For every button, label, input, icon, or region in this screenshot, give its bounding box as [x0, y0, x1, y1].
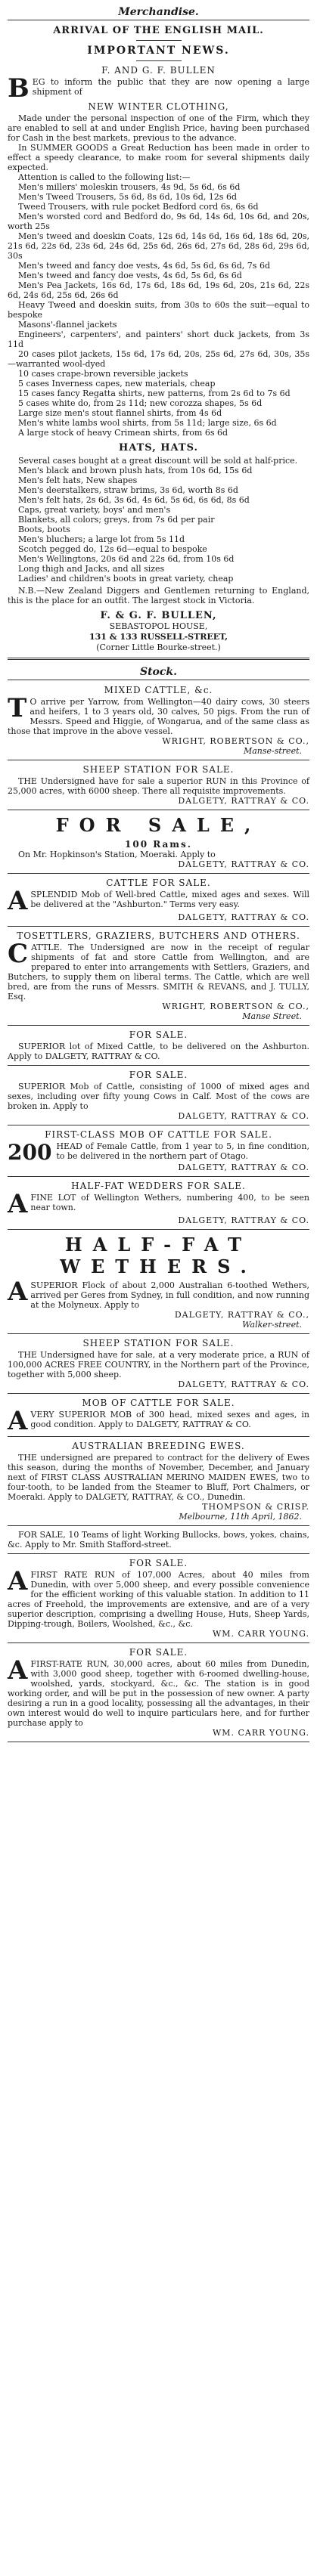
stock-ad: [8, 1029, 309, 1066]
ad-signature: DALGETY, RATTRAY & CO.: [178, 796, 309, 806]
ad-body: CATTLE. The Undersigned are now in the receipt of regular shipments of fat and store Cattle from Wellington, and are prepared to enter into arrangements with Settlers, Graziers, and Butchers, to supply them on liberal terms. The Cattle, which are well bred, are from the runs of Messrs. SMITH & REVANS, and J. TULLY, Esq.: [8, 939, 309, 1002]
ad-signature: DALGETY, RATTRAY & CO.,: [174, 1310, 309, 1320]
list-item: Men's millers' moleskin trousers, 4s 9d, 5s 6d, 6s 6d: [18, 182, 241, 192]
ad-signature: DALGETY, RATTRAY & CO.: [178, 1215, 309, 1225]
dropcap: A: [8, 1406, 28, 1436]
dropcap: C: [8, 939, 29, 969]
list-item: A large stock of heavy Crimean shirts, from 6s 6d: [18, 428, 228, 438]
divider: [8, 1525, 309, 1526]
hats-title: HATS, HATS.: [118, 442, 199, 454]
ad-body: SUPERIOR Mob of Cattle, consisting of 1000 of mixed ages and sexes, including over fifty young Cows in Calf. Most of the cows are broken in. Apply to: [8, 1082, 309, 1111]
paragraph: Attention is called to the following list:—: [18, 172, 191, 182]
mail-title: ARRIVAL OF THE ENGLISH MAIL.: [53, 25, 264, 36]
list-item: Tweed Trousers, with rule pocket Bedford cord 6s, 6s 6d: [18, 202, 259, 212]
news-title: IMPORTANT NEWS.: [87, 45, 230, 57]
ad-signature: DALGETY, RATTRAY & CO.: [178, 1111, 309, 1121]
ad-body: T O arrive per Yarrow, from Wellington—40 dairy cows, 30 steers and heifers, 1 to 3 years old, 30 calves, 50 pigs. From the run of Messrs. Speed and Higgie, of Wongarua, and of the same class as those that improve in the above vessel.: [8, 693, 309, 736]
stock-ad: [8, 1441, 309, 1526]
ad-title: FOR SALE.: [129, 1070, 188, 1080]
paragraph: In SUMMER GOODS a Great Reduction has been made in order to effect a speedy clearance, to make room for several shipments daily expected.: [8, 143, 309, 172]
list-item: Boots, boots: [18, 525, 70, 534]
ad-body: THE Undersigned have for sale, at a very moderate price, a RUN of 100,000 ACRES FREE COUNTRY, in the Northern part of the Province, together with 5,000 sheep.: [8, 1350, 309, 1379]
stock-ad: [8, 1129, 309, 1177]
list-item: 20 cases pilot jackets, 15s 6d, 17s 6d, 20s, 25s 6d, 27s 6d, 30s, 35s—warranted wool-dyed: [8, 349, 309, 369]
list-item: 5 cases Inverness capes, new materials, cheap: [18, 379, 216, 389]
list-item: Caps, great variety, boys' and men's: [18, 505, 171, 515]
list-item: Masons'-flannel jackets: [18, 320, 117, 330]
ad-title: SHEEP STATION FOR SALE.: [82, 764, 235, 775]
ad-signature: DALGETY, RATTRAY & CO.: [178, 912, 309, 922]
ad-title: SHEEP STATION FOR SALE.: [82, 1338, 235, 1348]
divider: [8, 1436, 309, 1437]
stock-ads: [8, 685, 309, 1742]
hats-list: [8, 466, 309, 584]
divider: [8, 1553, 309, 1554]
ad-signature: WRIGHT, ROBERTSON & CO.,: [162, 736, 309, 746]
ad-title: HALF-FAT WEDDERS FOR SALE.: [71, 1181, 246, 1191]
big-number: 200: [8, 1140, 52, 1165]
dropcap: B: [8, 73, 30, 104]
ad-body: ASPLENDID Mob of Well-bred Cattle, mixed ages and sexes. Will be delivered at the "Ashburton." Terms very easy.: [8, 886, 309, 916]
ad-signature-sub: Melbourne, 11th April, 1862.: [179, 1512, 302, 1522]
list-item: Men's felt hats, New shapes: [18, 475, 138, 485]
sig-house: SEBASTOPOL HOUSE,: [109, 621, 208, 631]
divider: [8, 1333, 309, 1334]
list-item: Men's Pea Jackets, 16s 6d, 17s 6d, 18s 6d, 19s 6d, 20s, 21s 6d, 22s 6d, 24s 6d, 25s 6d, 26s 6d: [8, 280, 309, 300]
stock-ad: [8, 1647, 309, 1742]
ad-signature: THOMPSON & CRISP.: [202, 1502, 309, 1512]
dropcap: A: [8, 886, 28, 916]
list-item: Men's tweed and fancy doe vests, 4s 6d, 5s 6d, 6s 6d, 7s 6d: [18, 261, 270, 271]
intro-paragraph: BEG to inform the public that they are now opening a large shipment of: [8, 73, 309, 104]
list-item: Men's felt hats, 2s 6d, 3s 6d, 4s 6d, 5s 6d, 6s 6d, 8s 6d: [18, 495, 250, 505]
ad-big-heading: HALF-FAT WETHERS.: [60, 1234, 257, 1277]
stock-ad: [8, 685, 309, 760]
ad-title: TOSETTLERS, GRAZIERS, BUTCHERS AND OTHERS.: [17, 930, 300, 941]
ad-signature: WRIGHT, ROBERTSON & CO.,: [162, 1002, 309, 1011]
section-title-merchandise: Merchandise.: [8, 5, 309, 20]
ad-big-heading: FOR SALE,: [55, 814, 262, 836]
sig-address: 131 & 133 RUSSELL-STREET,: [89, 632, 228, 642]
sig-firm: F. & G. F. BULLEN,: [100, 610, 217, 621]
list-item: 10 cases crape-brown reversible jackets: [18, 369, 188, 379]
stock-ad: [8, 814, 309, 874]
stock-ad: [8, 1530, 309, 1554]
ad-signature: WM. CARR YOUNG.: [212, 1728, 309, 1738]
list-item: Scotch pegged do, 12s 6d—equal to bespoke: [18, 544, 207, 554]
ad-signature: WM. CARR YOUNG.: [212, 1629, 309, 1639]
ad-title: MIXED CATTLE, &c.: [104, 685, 213, 695]
dropcap: A: [8, 1566, 28, 1596]
dropcap: A: [8, 1655, 28, 1686]
ad-signature-sub: Manse Street.: [242, 1011, 302, 1021]
ad-body: THE undersigned are prepared to contract for the delivery of Ewes this season, during the months of November, December, and January next of FIRST CLASS AUSTRALIAN MERINO MAIDEN EWES, two to four-tooth, to be landed from the Steamer to Bluff, Port Chalmers, or Moeraki. Apply to DALGETY, RATTRAY, & CO., Dunedin.: [8, 1453, 309, 1502]
stock-ad: [8, 878, 309, 927]
list-item: Engineers', carpenters', and painters' short duck jackets, from 3s 11d: [8, 330, 309, 349]
clothing-title: NEW WINTER CLOTHING,: [88, 101, 229, 112]
ad-signature: DALGETY, RATTRAY & CO.: [178, 1379, 309, 1389]
ad-body: 200 HEAD of Female Cattle, from 1 year to 5, in fine condition, to be delivered in the northern part of Otago.: [8, 1140, 309, 1165]
list-item: Large size men's stout flannel shirts, from 4s 6d: [18, 408, 222, 418]
stock-ad: [8, 930, 309, 1026]
list-item: Men's worsted cord and Bedford do, 9s 6d, 14s 6d, 10s 6d, and 20s, worth 25s: [8, 212, 309, 231]
list-item: Men's black and brown plush hats, from 10s 6d, 15s 6d: [18, 466, 253, 475]
divider: [8, 1229, 309, 1230]
ad-body: AFIRST-RATE RUN, 30,000 acres, about 60 miles from Dunedin, with 3,000 good sheep, together with 6-roomed dwelling-house, woolshed, yards, stockyard, &c., &c. The station is in good working order, and will be put in the possession of new owner. A party desiring a run in a good locality, possessing all the advantages, in their own interest would do well to inquire particulars here, and for further purchase apply to: [8, 1655, 309, 1728]
sig-corner: (Corner Little Bourke-street.): [96, 642, 221, 652]
stock-ad: [8, 1181, 309, 1230]
dropcap: A: [8, 1277, 28, 1307]
ad-sale-line: 100 Rams.: [125, 839, 192, 850]
list-item: 15 cases fancy Regatta shirts, new patterns, from 2s 6d to 7s 6d: [18, 389, 291, 398]
stock-ad: [8, 1234, 309, 1334]
ad-title: CATTLE FOR SALE.: [106, 878, 211, 888]
stock-ad: [8, 1070, 309, 1125]
list-item: Men's tweed and fancy doe vests, 4s 6d, 5s 6d, 6s 6d: [18, 271, 242, 280]
ad-title: FIRST-CLASS MOB OF CATTLE FOR SALE.: [45, 1129, 272, 1140]
stock-ad: [8, 1338, 309, 1394]
list-item: Blankets, all colors; greys, from 7s 6d per pair: [18, 515, 215, 525]
list-item: Men's Tweed Trousers, 5s 6d, 8s 6d, 10s 6d, 12s 6d: [18, 192, 237, 202]
ad-signature-sub: Walker-street.: [242, 1320, 302, 1330]
dropcap: T: [8, 693, 27, 723]
divider: [136, 40, 182, 41]
ad-title: FOR SALE.: [129, 1647, 188, 1658]
ad-body: On Mr. Hopkinson's Station, Moeraki. Apply to: [18, 850, 216, 859]
divider: [8, 1025, 309, 1026]
divider: [8, 1065, 309, 1066]
ad-signature: DALGETY, RATTRAY & CO.: [178, 859, 309, 869]
list-item: 5 cases white do, from 2s 11d; new corozza shapes, 5s 6d: [18, 398, 263, 408]
stock-ad: [8, 764, 309, 810]
hats-paragraph: Several cases bought at a great discount will be sold at half-price.: [18, 456, 298, 466]
ad-signature-sub: Manse-street.: [243, 746, 302, 756]
ad-title: MOB OF CATTLE FOR SALE.: [82, 1398, 235, 1408]
ad-title: FOR SALE.: [129, 1029, 188, 1040]
ad-signature: DALGETY, RATTRAY & CO.: [178, 1163, 309, 1172]
stock-ad: [8, 1398, 309, 1437]
ad-body: SUPERIOR lot of Mixed Cattle, to be delivered on the Ashburton. Apply to DALGETY, RATTRAY & CO.: [8, 1042, 309, 1061]
list-item: Men's Wellingtons, 20s 6d and 22s 6d, from 10s 6d: [18, 554, 235, 564]
list-item: Men's deerstalkers, straw brims, 3s 6d, worth 8s 6d: [18, 485, 238, 495]
list-item: Men's bluchers; a large lot from 5s 11d: [18, 534, 185, 544]
divider: [8, 1176, 309, 1177]
list-item: Men's tweed and doeskin Coats, 12s 6d, 14s 6d, 16s 6d, 18s 6d, 20s, 21s 6d, 22s 6d, 23s 6d, 24s 6d, 25s 6d, 26s 6d, 27s 6d, 28s 6d, 29s 6d, 30s: [8, 231, 309, 261]
divider: [136, 60, 182, 61]
ad-title: FOR SALE.: [129, 1558, 188, 1568]
divider: [8, 1393, 309, 1394]
ad-body: ASUPERIOR Flock of about 2,000 Australian 6-toothed Wethers, arrived per Geres from Sydney, in full condition, and now running at the Molyneux. Apply to: [8, 1277, 309, 1310]
items-list: [8, 182, 309, 438]
ad-title: AUSTRALIAN BREEDING EWES.: [72, 1441, 245, 1451]
list-item: Ladies' and children's boots in great variety, cheap: [18, 574, 234, 584]
divider: [8, 873, 309, 874]
ad-body: FOR SALE, 10 Teams of light Working Bullocks, bows, yokes, chains, &c. Apply to Mr. Smith Stafford-street.: [8, 1530, 309, 1550]
ad-body: AFINE LOT of Wellington Wethers, numbering 400, to be seen near town.: [8, 1189, 309, 1219]
ad-body: AVERY SUPERIOR MOB of 300 head, mixed sexes and ages, in good condition. Apply to DALGETY, RATTRAY & CO.: [8, 1406, 309, 1436]
ad-body: AFIRST RATE RUN of 107,000 Acres, about 40 miles from Dunedin, with over 5,000 sheep, and every possible convenience for the efficient working of this valuable station. In addition to 11 acres of Freehold, the improvements are extensive, and are of a very superior description, comprising a dwelling House, Huts, Sheep Yards, Dipping-trough, Boilers, Woolshed, &c., &c.: [8, 1566, 309, 1629]
divider: [8, 658, 309, 660]
divider: [8, 926, 309, 927]
dropcap: A: [8, 1189, 28, 1219]
ad-body: THE Undersigned have for sale a superior RUN in this Province of 25,000 acres, with 6000 sheep. There all requisite improvements.: [8, 776, 309, 796]
section-title-stock: Stock.: [8, 664, 309, 680]
stock-ad: [8, 1558, 309, 1643]
list-item: Men's white lambs wool shirts, from 5s 11d; large size, 6s 6d: [18, 418, 277, 428]
firm-name: F. AND G. F. BULLEN: [101, 65, 216, 76]
nb-paragraph: N.B.—New Zealand Diggers and Gentlemen returning to England, this is the place for an outfit. The largest stock in Victoria.: [8, 586, 309, 605]
list-item: Long thigh and Jacks, and all sizes: [18, 564, 165, 574]
paragraph: Made under the personal inspection of one of the Firm, which they are enabled to sell at and under English Price, having been purchased for Cash in the best markets, previous to the advance.: [8, 113, 309, 143]
list-item: Heavy Tweed and doeskin suits, from 30s to 60s the suit—equal to bespoke: [8, 300, 309, 320]
